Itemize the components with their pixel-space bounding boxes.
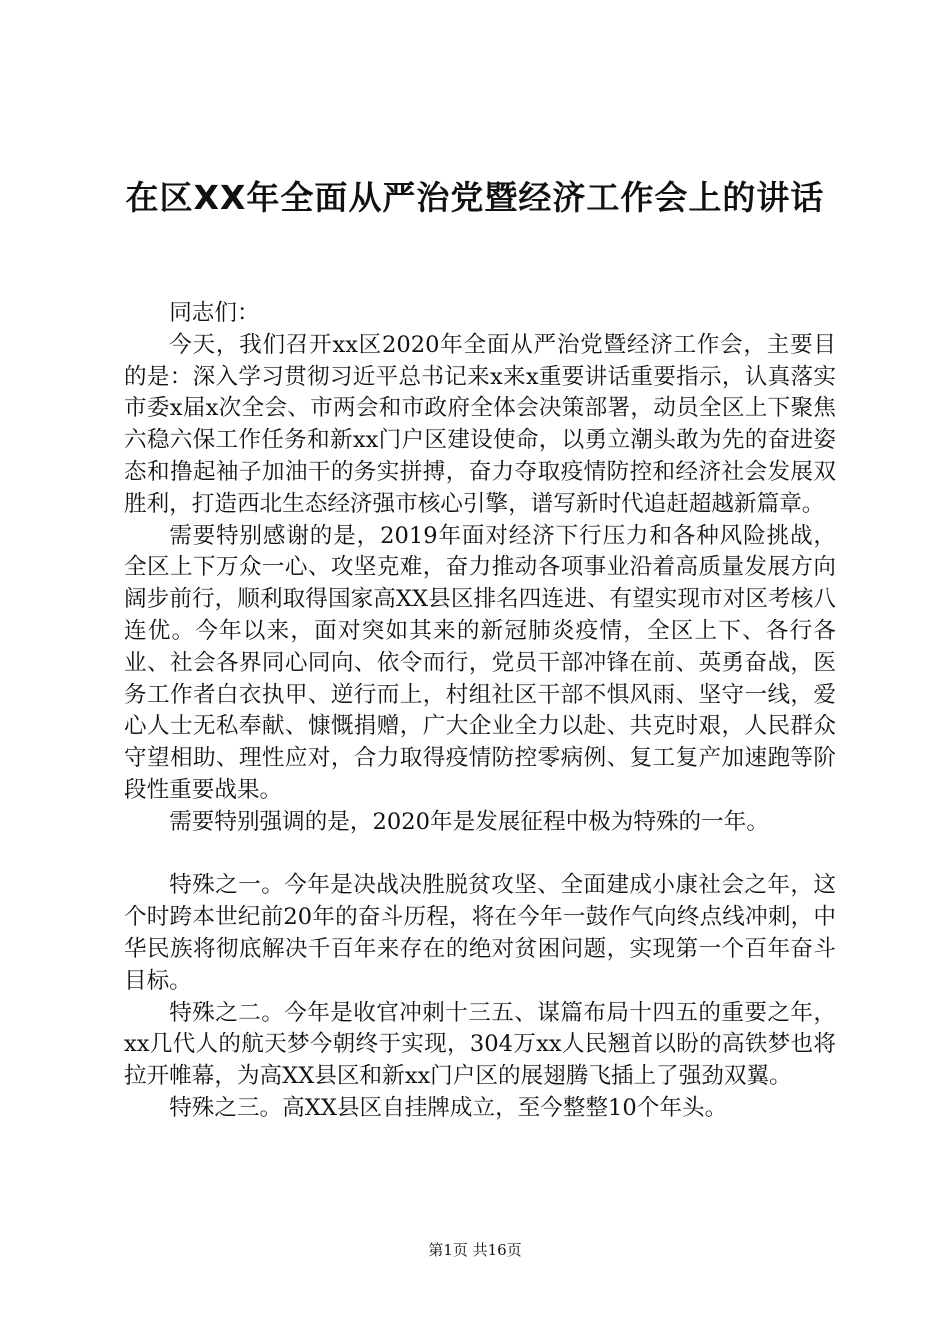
paragraph: 需要特别强调的是，2020年是发展征程中极为特殊的一年。 bbox=[169, 808, 769, 835]
page-footer: 第1页 共16页 bbox=[428, 1241, 522, 1259]
paragraph: 特殊之三。高XX县区自挂牌成立，至今整整10个年头。 bbox=[169, 1094, 728, 1121]
paragraph: 需要特别感谢的是，2019年面对经济下行压力和各种风险挑战，全区上下万众一心、攻坚克难，奋力推动各项事业沿着高质量发展方向阔步前行，顺利取得国家高XX县区排名四连进、有望实现市对区考核八连优。今年以来，面对突如其来的新冠肺炎疫情，全区上下、各行各业、社会各界同心同向、依令而行，党员干部冲锋在前、英勇奋战，医务工作者白衣执甲、逆行而上，村组社区干部不惧风雨、坚守一线，爱心人士无私奉献、慷慨捐赠，广大企业全力以赴、共克时艰，人民群众守望相助、理性应对，合力取得疫情防控零病例、复工复产加速跑等阶段性重要战果。 bbox=[124, 522, 836, 803]
document-title: 在区XX年全面从严治党暨经济工作会上的讲话 bbox=[125, 178, 825, 217]
paragraph: 今天，我们召开xx区2020年全面从严治党暨经济工作会，主要目的是：深入学习贯彻习近平总书记来x来x重要讲话重要指示，认真落实市委x届x次全会、市两会和市政府全体会决策部署，动员全区上下聚焦六稳六保工作任务和新xx门户区建设使命，以勇立潮头敢为先的奋进姿态和撸起袖子加油干的务实拼搏，奋力夺取疫情防控和经济社会发展双胜利，打造西北生态经济强市核心引擎，谱写新时代追赶超越新篇章。 bbox=[124, 331, 836, 517]
paragraph: 特殊之二。今年是收官冲刺十三五、谋篇布局十四五的重要之年，xx几代人的航天梦今朝终于实现，304万xx人民翘首以盼的高铁梦也将拉开帷幕，为高XX县区和新xx门户区的展翅腾飞插上了强劲双翼。 bbox=[124, 999, 836, 1090]
paragraph: 特殊之一。今年是决战决胜脱贫攻坚、全面建成小康社会之年，这个时跨本世纪前20年的奋斗历程，将在今年一鼓作气向终点线冲刺，中华民族将彻底解决千百年来存在的绝对贫困问题，实现第一个百年奋斗目标。 bbox=[124, 872, 836, 994]
salutation: 同志们： bbox=[169, 300, 260, 326]
document-body bbox=[124, 298, 836, 1125]
